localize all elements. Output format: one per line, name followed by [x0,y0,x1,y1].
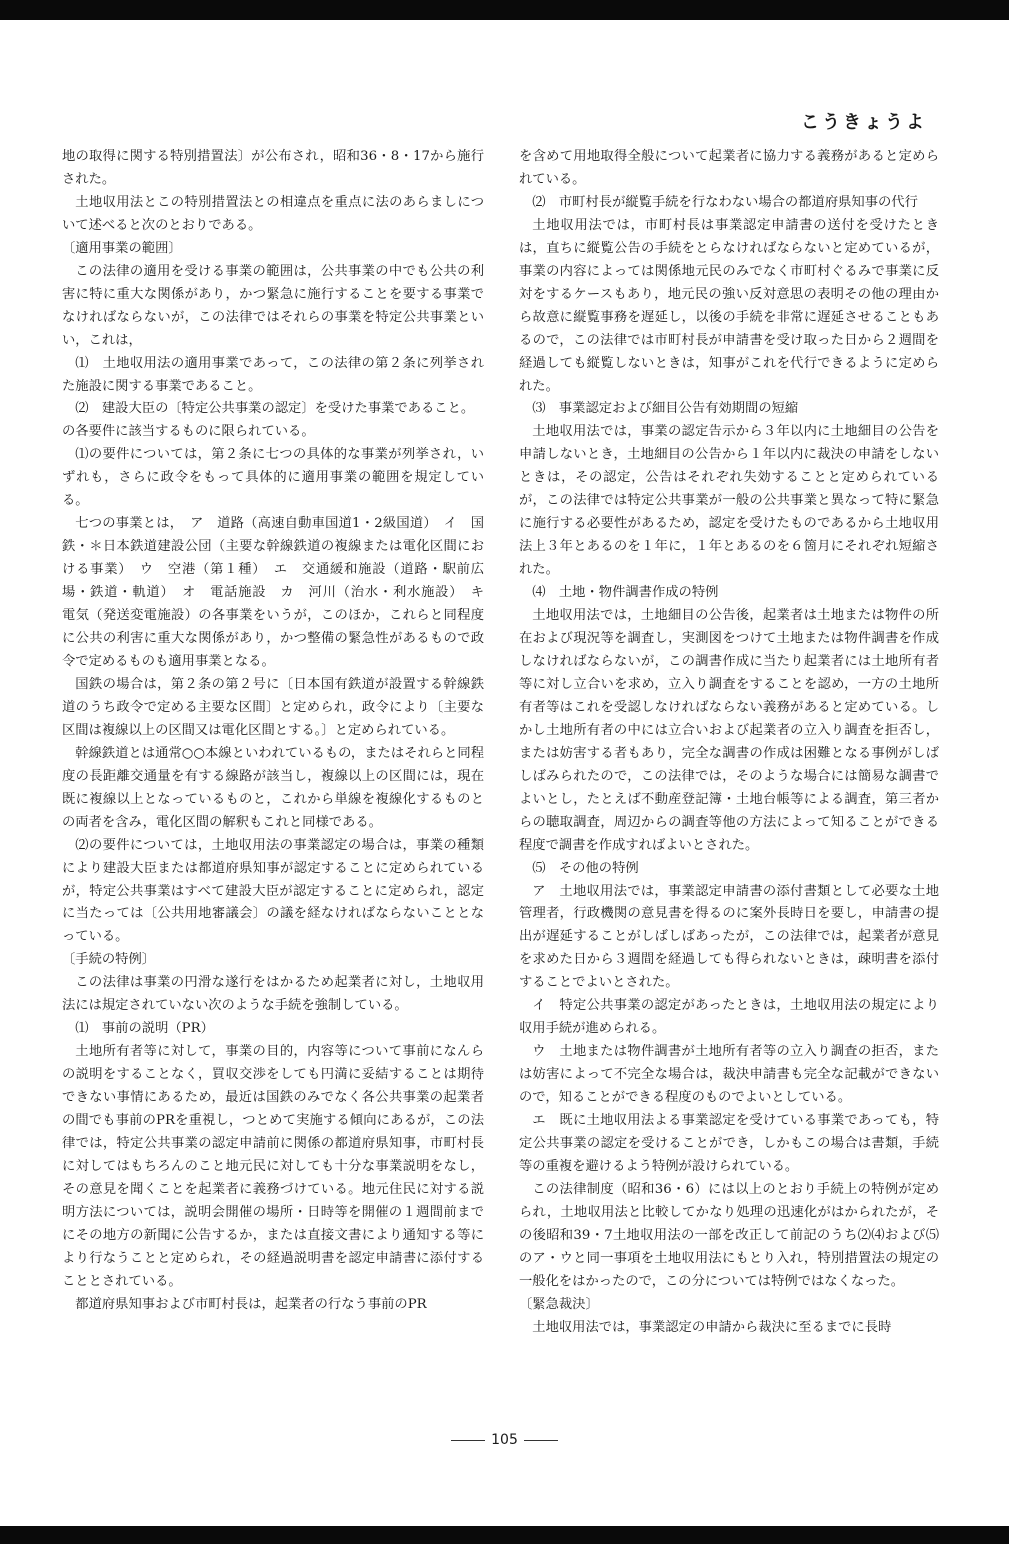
paragraph: 地の取得に関する特別措置法〕が公布され，昭和36・8・17から施行された。 [62,149,484,187]
paragraph: 土地収用法では，市町村長は事業認定申請書の送付を受けたときは，直ちに縦覧公告の手続をとらなければならないと定めているが，事業の内容によっては関係地元民のみでなく市町村ぐるみで事業に反対をするケースもあり，地元民の強い反対意思の表明その他の理由から故意に縦覧事務を遅延し，以後の手続を非常に遅延させることもあるので，この法律では市町村長が申請書を受け取った日から２週間を経過しても縦覧しないときは，知事がこれを代行できるように定められた。 [519,217,939,394]
paragraph: ⑴の要件については，第２条に七つの具体的な事業が列挙され，いずれも，さらに政令をもって具体的に適用事業の範囲を規定している。 [62,447,484,509]
paragraph: この法律制度（昭和36・6）には以上のとおり手続上の特例が定められ，土地収用法と比較してかなり処理の迅速化がはかられたが，その後昭和39・7土地収用法の一部を改正して前記のうち⑵⑷および⑸のア・ウと同一事項を土地収用法にもとり入れ，特別措置法の規定の一般化をはかったので，この分については特例ではなくなった。 [519,1181,939,1289]
section-heading: 〔手続の特例〕 [62,952,156,968]
section-heading: 〔適用事業の範囲〕 [62,240,182,256]
paragraph: ア 土地収用法では，事業認定申請書の添付書類として必要な土地管理者，行政機関の意見書を得るのに案外長時日を要し，申請書の提出が遅延することがしばしばあったが，この法律では，起業者が意見を求めた日から３週間を経過しても得られないときは，疎明書を添付することでよいとされた。 [519,883,939,991]
paragraph: ⑵ 建設大臣の〔特定公共事業の認定〕を受けた事業であること。 [75,401,475,417]
paragraph: この法律の適用を受ける事業の範囲は，公共事業の中でも公共の利害に特に重大な関係があり，かつ緊急に施行することを要する事業でなければならないが，この法律ではそれらの事業を特定公共事業といい，これは， [62,263,484,348]
footer-dash-left [451,1440,485,1441]
paragraph: イ 特定公共事業の認定があったときは，土地収用法の規定により収用手続が進められる。 [519,998,939,1037]
left-column [62,146,498,1434]
paragraph: ウ 土地または物件調書が土地所有者等の立入り調査の拒否，または妨害によって不完全な場合は，裁決申請書も完全な記載ができないので，知ることができる程度のものでよいとしている。 [519,1044,939,1106]
paragraph: ⑴ 土地収用法の適用事業であって，この法律の第２条に列挙された施設に関する事業であること。 [62,355,484,394]
page-number: 105 [491,1432,518,1448]
paragraph: ⑴ 事前の説明（PR） [75,1021,214,1037]
paragraph: 土地所有者等に対して，事業の目的，内容等について事前になんらの説明をすることなく，買収交渉をしても円満に妥結することは期待できない事情にあるため，最近は国鉄のみでなく各公共事業の起業者の間でも事前のPRを重視し，つとめて実施する傾向にあるが，この法律では，特定公共事業の認定申請前に関係の都道府県知事，市町村長に対してはもちろんのこと地元民に対しても十分な事業説明をなし，その意見を聞くことを起業者に義務づけている。地元住民に対する説明方法については，説明会開催の場所・日時等を開催の１週間前までにその地方の新聞に公告するか，または直接文書により通知する等により行なうことと定められ，その経過説明書を認定申請書に添付することとされている。 [62,1044,484,1289]
bottom-black-bar [0,1526,1009,1544]
paragraph: ⑵ 市町村長が縦覧手続を行なわない場合の都道府県知事の代行 [532,194,918,210]
footer-dash-right [524,1440,558,1441]
paragraph: 七つの事業とは， ア 道路（高速自動車国道1・2級国道） イ 国鉄・＊日本鉄道建設公団（主要な幹線鉄道の複線または電化区間における事業） ウ 空港（第１種） エ 交通緩和施設（道路・駅前広場・鉄道・軌道） オ 電話施設 カ 河川（治水・利水施設） キ 電気（発送変電施設）の各事業をいうが，このほか，これらと同程度に公共の利害に重大な関係があり，かつ整備の緊急性があるもので政令で定めるものも適用事業となる。 [62,516,498,669]
paragraph: 幹線鉄道とは通常○○本線といわれているもの，またはそれらと同程度の長距離交通量を有する線路が該当し，複線以上の区間には，現在既に複線以上となっているものと，これから単線を複線化するものとの両者を含み，電化区間の解釈もこれと同様である。 [62,745,484,830]
paragraph: ⑶ 事業認定および細目公告有効期間の短縮 [532,401,799,417]
paragraph: を含めて用地取得全般について起業者に協力する義務があると定められている。 [519,149,939,187]
paragraph: 土地収用法とこの特別措置法との相違点を重点に法のあらましについて述べると次のとおりである。 [62,194,484,233]
paragraph: ⑵の要件については，土地収用法の事業認定の場合は，事業の種類により建設大臣または都道府県知事が認定することに定められているが，特定公共事業はすべて建設大臣が認定することに定められ，認定に当たっては〔公共用地審議会〕の議を経なければならないこととなっている。 [62,837,484,945]
page-footer [0,1432,1009,1448]
paragraph: ⑷ 土地・物件調書作成の特例 [532,585,719,601]
paragraph: の各要件に該当するものに限られている。 [62,424,315,440]
paragraph: 土地収用法では，事業認定の申請から裁決に至るまでに長時 [532,1319,892,1335]
top-black-bar [0,0,1009,20]
paragraph: 国鉄の場合は，第２条の第２号に〔日本国有鉄道が設置する幹線鉄道のうち政令で定める主要な区間〕と定められ，政令により〔主要な区間は複線以上の区間又は電化区間とする。〕と定められている。 [62,676,484,738]
paragraph: 都道府県知事および市町村長は，起業者の行なう事前のPR [75,1296,427,1312]
right-column [519,146,939,1434]
paragraph: エ 既に土地収用法よる事業認定を受けている事業であっても，特定公共事業の認定を受けることができ，しかもこの場合は書類，手続等の重複を避けるよう特例が設けられている。 [519,1113,939,1174]
paragraph: この法律は事業の円滑な遂行をはかるため起業者に対し，土地収用法には規定されていない次のような手続を強制している。 [62,975,484,1014]
section-heading: 〔緊急裁決〕 [519,1296,599,1312]
paragraph: ⑸ その他の特例 [532,860,639,876]
running-head: こうきょうよ [801,112,927,133]
paragraph: 土地収用法では，事業の認定告示から３年以内に土地細目の公告を申請しないとき，土地細目の公告から１年以内に裁決の申請をしないときは，その認定，公告はそれぞれ失効することと定められているが，この法律では特定公共事業が一般の公共事業と異なって特に緊急に施行する必要性があるため，認定を受けたものであるから土地収用法上３年とあるのを１年に，１年とあるのを６箇月にそれぞれ短縮された。 [519,424,939,578]
paragraph: 土地収用法では，土地細目の公告後，起業者は土地または物件の所在および現況等を調査し，実測図をつけて土地または物件調書を作成しなければならないが，この調書作成に当たり起業者には土地所有者等に対し立合いを求め，立入り調査をすることを認め，一方の土地所有者等はこれを受認しなければならない義務があると定めている。しかし土地所有者の中には立合いおよび起業者の立入り調査を拒否し，または妨害する者もあり，完全な調書の作成は困難となる事例がしばしばみられたので，この法律では，そのような場合には簡易な調書でよいとし，たとえば不動産登記簿・土地台帳等による調査，第三者からの聴取調査，周辺からの調査等他の方法によって知ることができる程度で調書を作成すればよいとされた。 [519,608,939,853]
